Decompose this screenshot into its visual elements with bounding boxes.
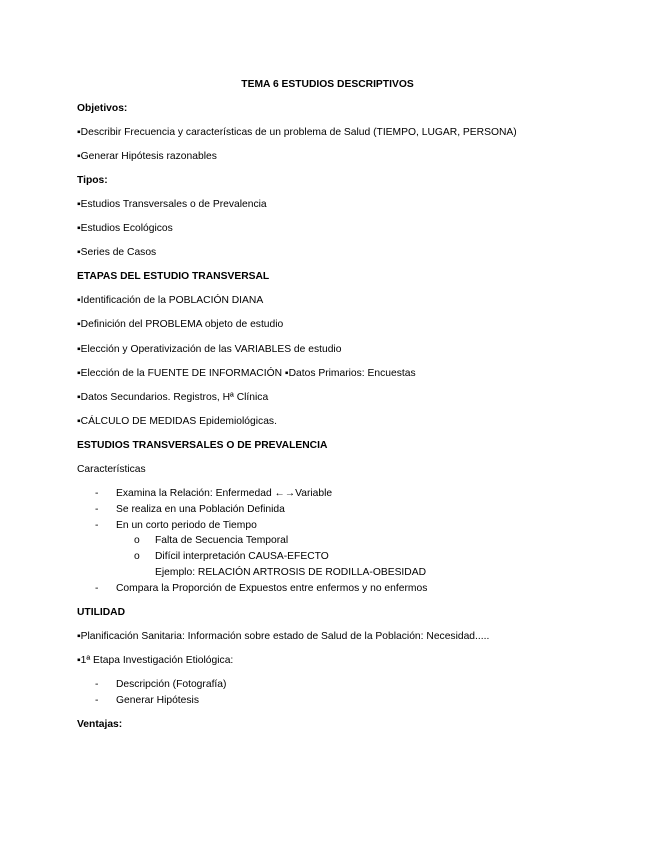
etapa-item: ▪CÁLCULO DE MEDIDAS Epidemiológicas. (77, 416, 277, 427)
utilidad-heading: UTILIDAD (77, 607, 126, 618)
ejemplo-text: Ejemplo: RELACIÓN ARTROSIS DE RODILLA-OBESIDAD (155, 567, 427, 578)
dash-bullet: - (95, 583, 99, 594)
dash-bullet: - (95, 488, 99, 499)
etapa-item: ▪Elección y Operativización de las VARIABLES de estudio (77, 344, 342, 355)
etapa-item: ▪Identificación de la POBLACIÓN DIANA (77, 295, 264, 306)
caracteristica-item: Se realiza en una Población Definida (116, 504, 285, 515)
etapa-item: ▪Elección de la FUENTE DE INFORMACIÓN ▪Datos Primarios: Encuestas (77, 368, 416, 379)
objetivo-item: ▪Describir Frecuencia y características de un problema de Salud (TIEMPO, LUGAR, PERSONA) (77, 127, 517, 138)
estudios-heading: ESTUDIOS TRANSVERSALES O DE PREVALENCIA (77, 440, 328, 451)
dash-bullet: - (95, 520, 99, 531)
circle-bullet: o (134, 551, 140, 562)
tipo-item: ▪Estudios Transversales o de Prevalencia (77, 199, 267, 210)
circle-bullet: o (134, 535, 140, 546)
sub-item: Falta de Secuencia Temporal (155, 535, 289, 546)
objetivos-heading: Objetivos: (77, 103, 128, 114)
dash-bullet: - (95, 679, 99, 690)
document-title: TEMA 6 ESTUDIOS DESCRIPTIVOS (241, 79, 414, 90)
caracteristica-item: Examina la Relación: Enfermedad ←→Variable (116, 488, 333, 499)
caracteristicas-heading: Características (77, 464, 146, 475)
dash-bullet: - (95, 695, 99, 706)
etapa-sub-item: Descripción (Fotografía) (116, 679, 227, 690)
utilidad-item: ▪Planificación Sanitaria: Información sobre estado de Salud de la Población: Necesidad..... (77, 631, 490, 642)
tipo-item: ▪Series de Casos (77, 247, 157, 258)
tipos-heading: Tipos: (77, 175, 108, 186)
caracteristica-item: En un corto periodo de Tiempo (116, 520, 257, 531)
etapa-item: ▪Definición del PROBLEMA objeto de estudio (77, 319, 284, 330)
ventajas-heading: Ventajas: (77, 719, 123, 730)
objetivo-item: ▪Generar Hipótesis razonables (77, 151, 217, 162)
tipo-item: ▪Estudios Ecológicos (77, 223, 173, 234)
etapa-sub-item: Generar Hipótesis (116, 695, 199, 706)
utilidad-item: ▪1ª Etapa Investigación Etiológica: (77, 655, 234, 666)
sub-item: Difícil interpretación CAUSA-EFECTO (155, 551, 329, 562)
dash-bullet: - (95, 504, 99, 515)
etapa-item: ▪Datos Secundarios. Registros, Hª Clínica (77, 392, 269, 403)
etapas-heading: ETAPAS DEL ESTUDIO TRANSVERSAL (77, 271, 270, 282)
caracteristica-item: Compara la Proporción de Expuestos entre enfermos y no enfermos (116, 583, 428, 594)
